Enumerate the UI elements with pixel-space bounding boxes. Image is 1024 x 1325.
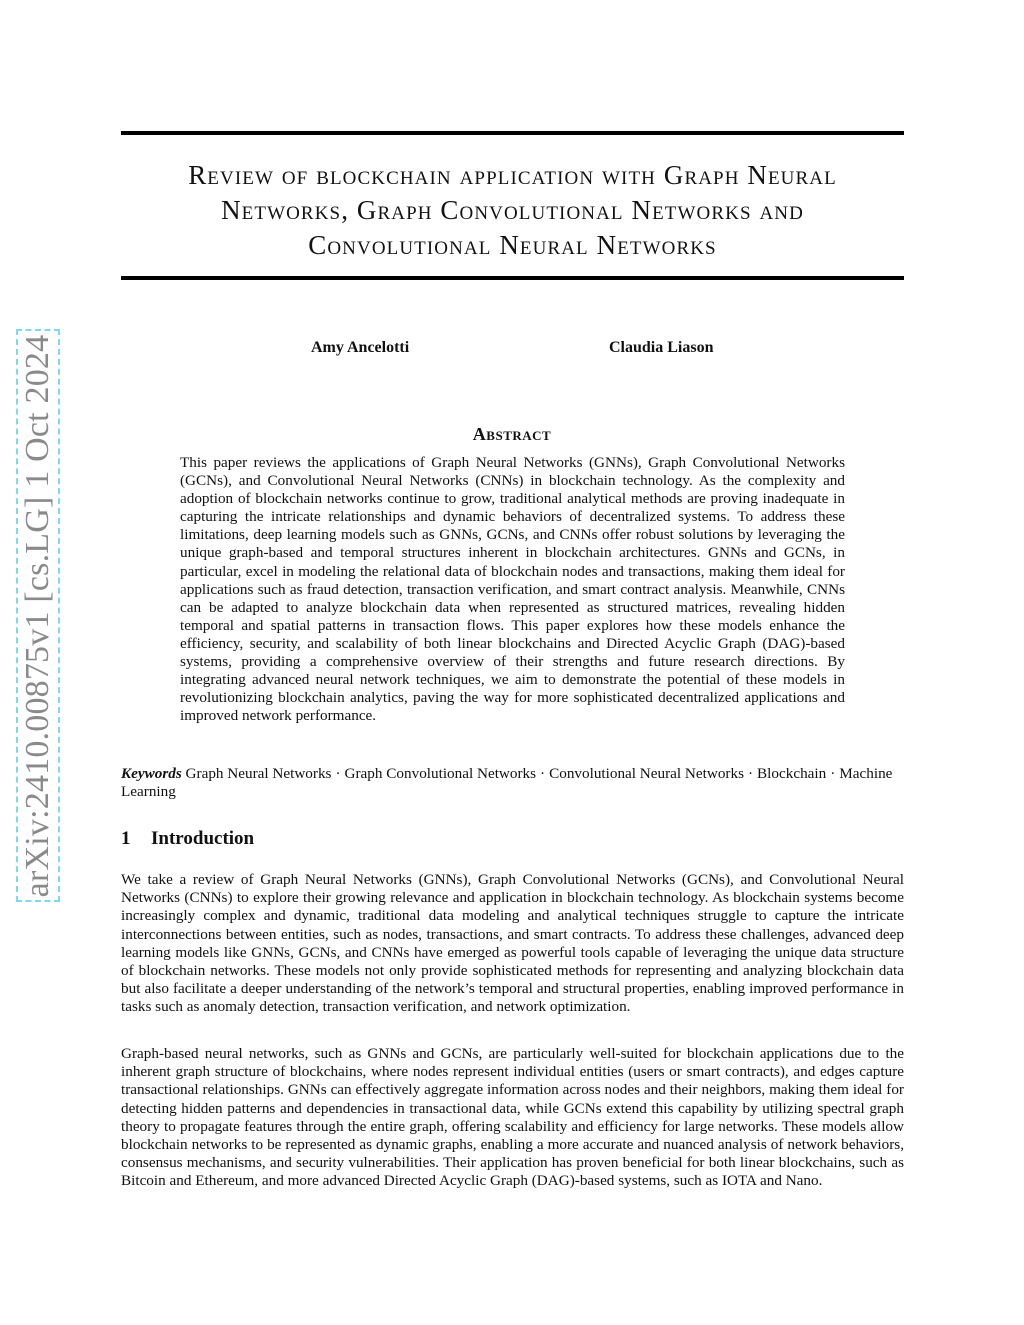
title-line-2: Networks, Graph Convolutional Networks and bbox=[221, 195, 804, 225]
title-line-3: Convolutional Neural Networks bbox=[308, 230, 717, 260]
arxiv-identifier: arXiv:2410.00875v1 [cs.LG] 1 Oct 2024 bbox=[19, 334, 56, 897]
title-top-rule bbox=[121, 131, 904, 135]
keyword-item: Blockchain bbox=[757, 765, 827, 782]
keyword-separator: · bbox=[747, 765, 754, 782]
paper-title bbox=[121, 158, 904, 263]
keywords-label: Keywords bbox=[121, 765, 182, 782]
title-line-1: Review of blockchain application with Graph Neural bbox=[188, 160, 837, 190]
keyword-item: Machine Learning bbox=[121, 765, 893, 801]
keyword-item: Graph Convolutional Networks bbox=[344, 765, 537, 782]
arxiv-identifier-stamp bbox=[16, 329, 60, 902]
keyword-separator: · bbox=[540, 765, 546, 782]
abstract-text: This paper reviews the applications of Graph Neural Networks (GNNs), Graph Convolutional Networks (GCNs), and Convolutional Neural Networks (CNNs) in blockchain technology. As the complexity and adoption of blockchain networks continue to grow, traditional analytical methods are proving inadequate in capturing the intricate relationships and dynamic behaviors of decentralized systems. To address these limitations, deep learning models such as GNNs, GCNs, and CNNs offer robust solutions by leveraging the unique graph-based and temporal structures inherent in blockchain architectures. GNNs and GCNs, in particular, excel in modeling the relational data of blockchain nodes and transactions, making them ideal for applications such as fraud detection, transaction verification, and smart contract analysis. Meanwhile, CNNs can be adapted to analyze blockchain data when represented as structured matrices, revealing hidden temporal and spatial patterns in transaction flows. This paper explores how these models enhance the efficiency, security, and scalability of both linear blockchains and Directed Acyclic Graph (DAG)-based systems, providing a comprehensive overview of their strengths and future research directions. By integrating advanced neural network techniques, we aim to demonstrate the potential of these models in revolutionizing blockchain analytics, paving the way for more sophisticated decentralized applications and improved network performance. bbox=[180, 454, 845, 725]
abstract-heading: Abstract bbox=[472, 424, 552, 444]
keywords bbox=[121, 765, 904, 801]
section-heading-introduction bbox=[121, 828, 254, 850]
title-bottom-rule bbox=[121, 276, 904, 280]
section-number: 1 bbox=[121, 828, 131, 849]
author-name: Amy Ancelotti bbox=[311, 339, 410, 356]
intro-paragraph: We take a review of Graph Neural Networks (GNNs), Graph Convolutional Networks (GCNs), and Convolutional Neural Networks (CNNs) to explore their growing relevance and application in blockchain technology. As blockchain systems become increasingly complex and dynamic, traditional data modeling and analytical techniques struggle to capture the intricate interconnections between entities, such as nodes, transactions, and smart contracts. To address these challenges, advanced deep learning models like GNNs, GCNs, and CNNs have emerged as powerful tools capable of leveraging the unique data structure of blockchain networks. These models not only provide sophisticated methods for representing and analyzing blockchain data but also facilitate a deeper understanding of the network’s temporal and structural properties, enabling improved performance in tasks such as anomaly detection, transaction verification, and network optimization. bbox=[121, 871, 904, 1016]
keyword-item: Graph Neural Networks bbox=[185, 765, 332, 782]
keyword-separator: · bbox=[830, 765, 836, 782]
section-title: Introduction bbox=[151, 828, 255, 849]
keyword-item: Convolutional Neural Networks bbox=[549, 765, 744, 782]
keyword-separator: · bbox=[335, 765, 341, 782]
intro-paragraph: Graph-based neural networks, such as GNNs and GCNs, are particularly well-suited for blockchain applications due to the inherent graph structure of blockchains, where nodes represent individual entities (users or smart contracts), and edges capture transactional relationships. GNNs can effectively aggregate information across nodes and their neighbors, making them ideal for detecting hidden patterns and dependencies in transactional data, while GCNs extend this capability by utilizing spectral graph theory to propagate features through the entire graph, offering scalability and efficiency for large networks. These models allow blockchain networks to be represented as dynamic graphs, enabling a more accurate and nuanced analysis of network behaviors, consensus mechanisms, and security vulnerabilities. Their application has proven beneficial for both linear blockchains, such as Bitcoin and Ethereum, and more advanced Directed Acyclic Graph (DAG)-based systems, such as IOTA and Nano. bbox=[121, 1045, 904, 1190]
author-name: Claudia Liason bbox=[609, 339, 714, 356]
